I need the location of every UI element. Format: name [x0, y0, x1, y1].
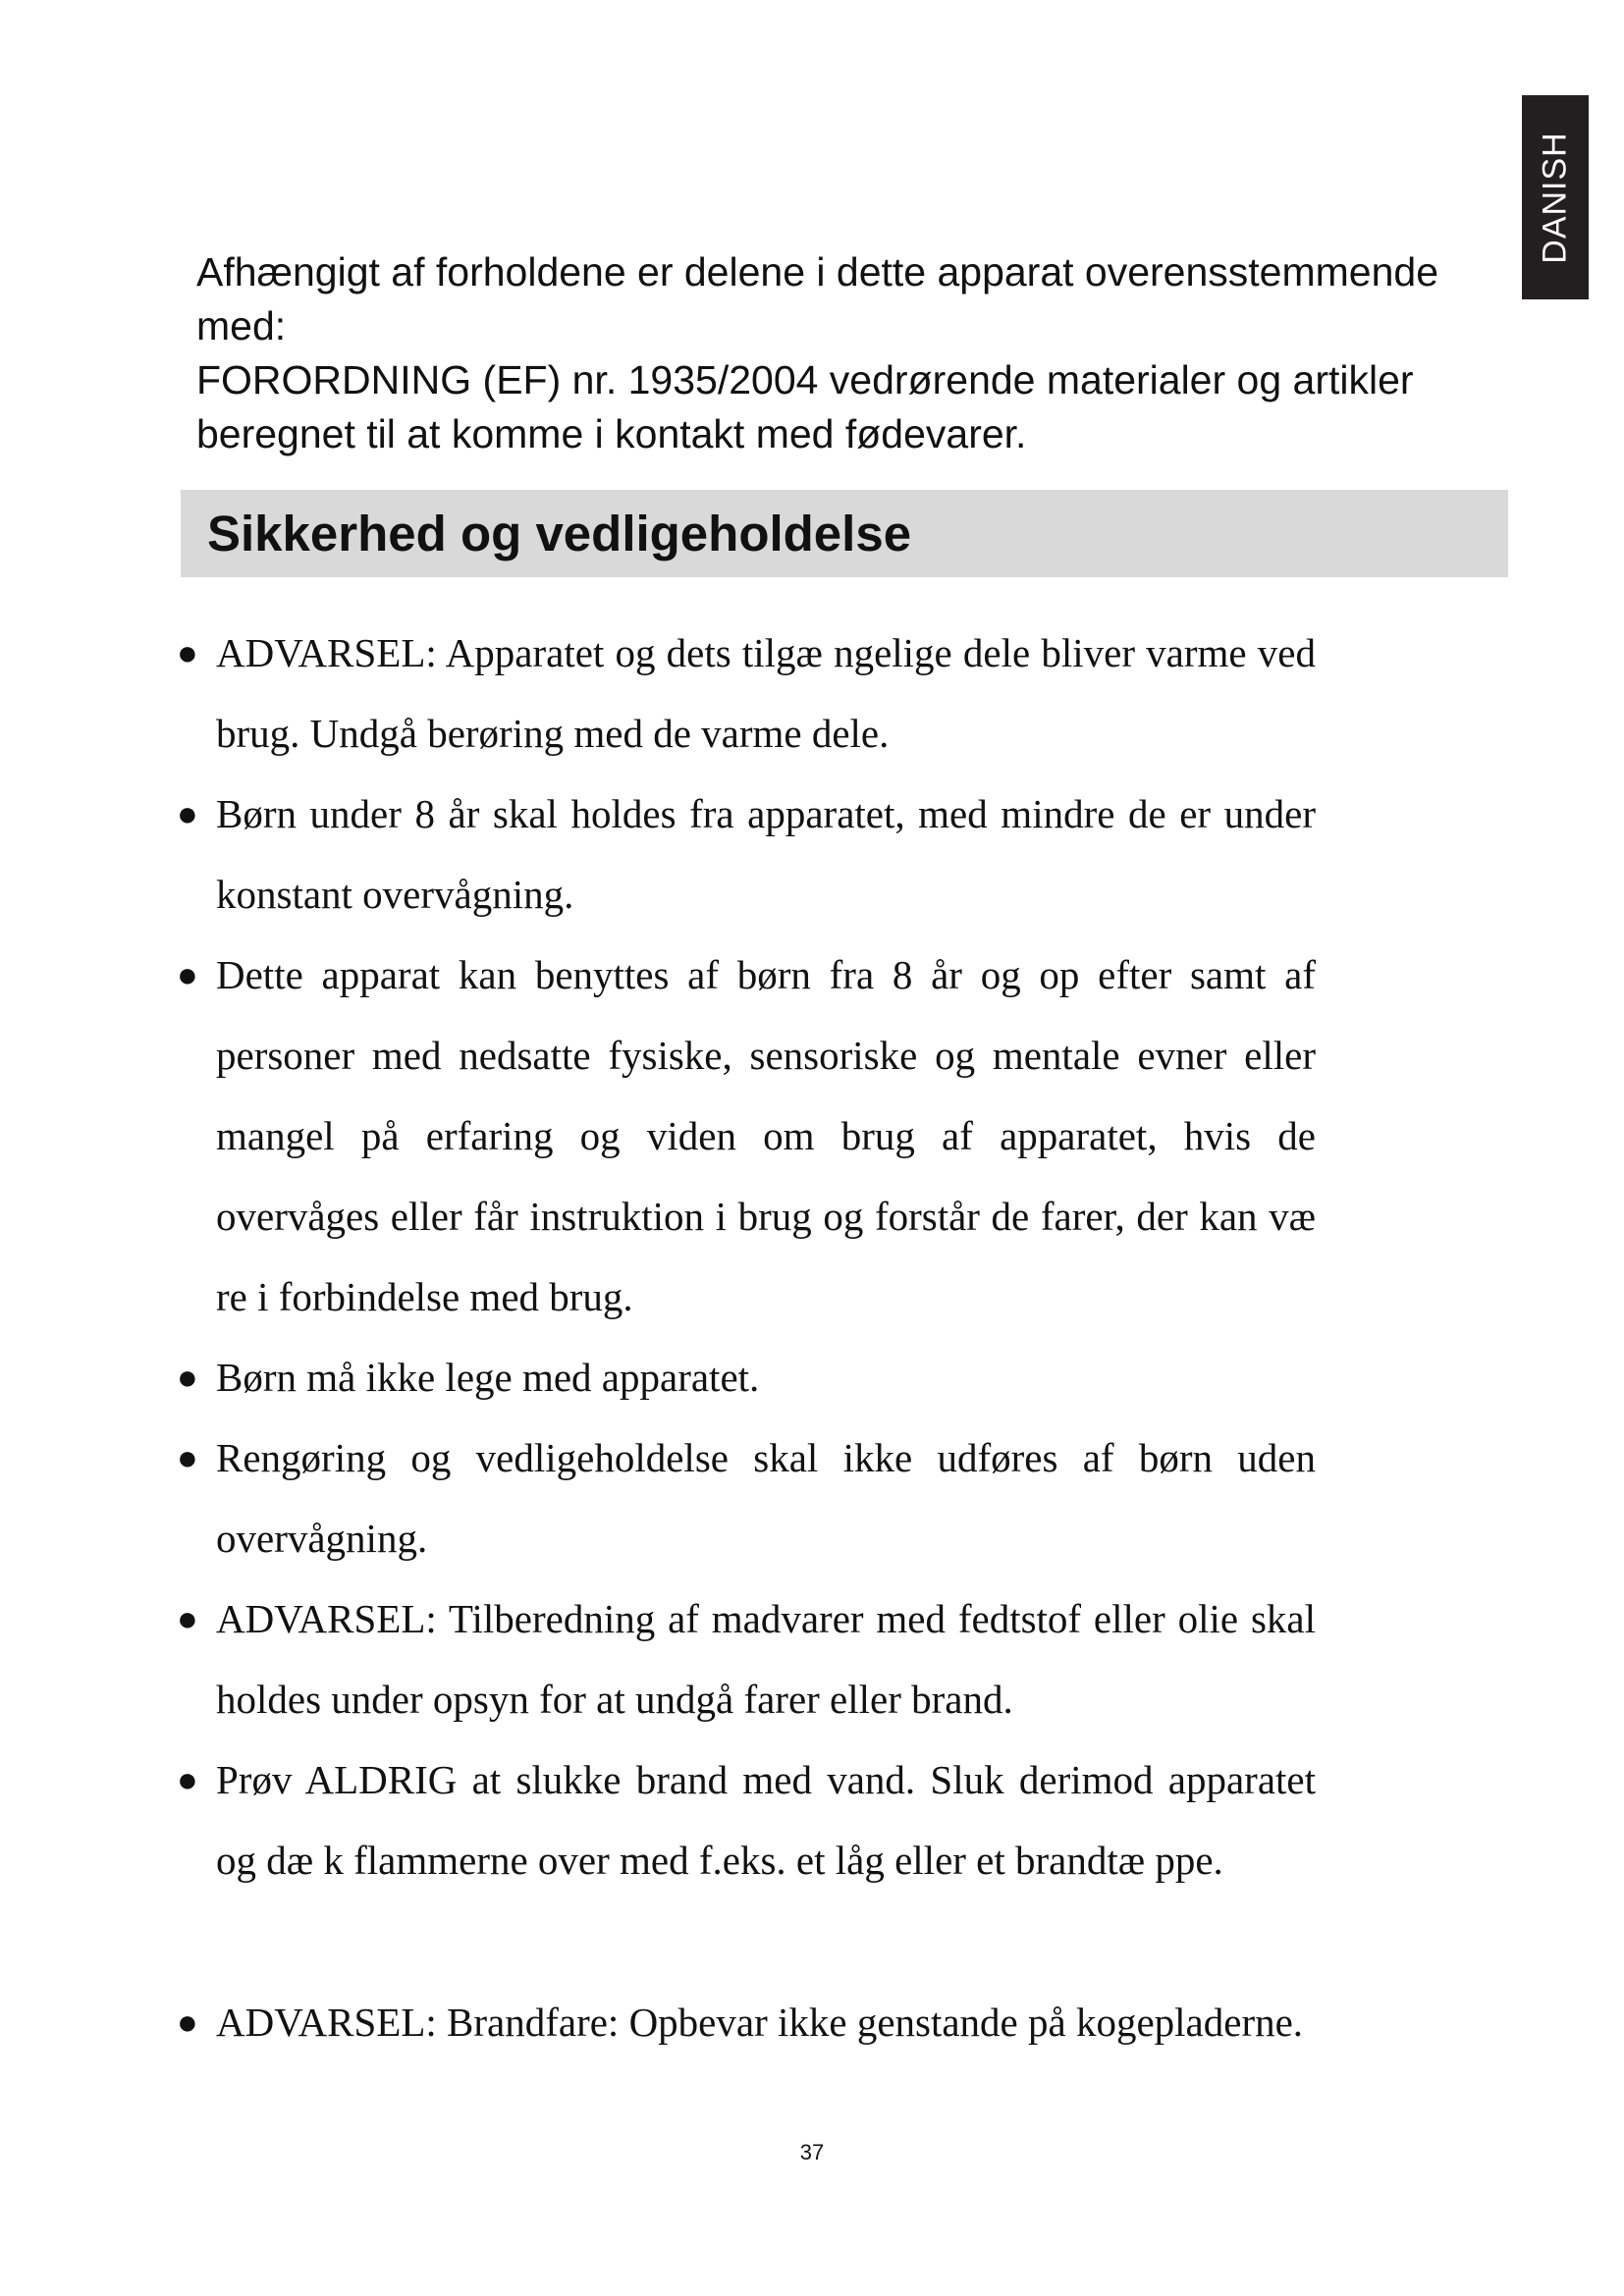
bullet-icon: ● [177, 1358, 198, 1397]
warning-text: ADVARSEL: Apparatet og dets tilgæ ngelige dele bliver varme ved brug. Undgå berøring med de varme dele. [216, 630, 1316, 756]
bullet-icon: ● [177, 633, 198, 672]
warning-text: Børn under 8 år skal holdes fra apparatet, med mindre de er under konstant overvågning. [216, 791, 1316, 917]
compliance-statement [196, 245, 1492, 461]
language-tab [1522, 95, 1589, 299]
warning-text: Rengøring og vedligeholdelse skal ikke udføres af børn uden overvågning. [216, 1435, 1316, 1561]
section-header [181, 490, 1508, 577]
bullet-icon: ● [177, 2002, 198, 2042]
bullet-icon: ● [177, 1438, 198, 1477]
warning-item [177, 1417, 1316, 1578]
bullet-icon: ● [177, 955, 198, 994]
warning-item [177, 613, 1316, 774]
compliance-line-1: Afhængigt af forholdene er delene i dette apparat overensstemmende med: [196, 249, 1438, 348]
warning-item [177, 1578, 1316, 1739]
section-title: Sikkerhed og vedligeholdelse [207, 506, 912, 561]
language-tab-label: DANISH [1536, 131, 1574, 264]
warning-item [177, 1337, 1316, 1417]
warning-text: Dette apparat kan benyttes af børn fra 8 år og op efter samt af personer med nedsatte fysiske, sensoriske og mentale evner eller mangel på erfaring og viden om brug af apparatet, hvis de overvåges eller får instruktion i brug og forstår de farer, der kan væ re i forbindelse med brug. [216, 952, 1316, 1319]
warning-item [177, 774, 1316, 934]
compliance-line-2: FORORDNING (EF) nr. 1935/2004 vedrørende materialer og artikler beregnet til at komme i kontakt med fødevarer. [196, 357, 1414, 456]
warning-item [177, 934, 1316, 1337]
bullet-icon: ● [177, 794, 198, 833]
bullet-icon: ● [177, 1760, 198, 1799]
warning-text: ADVARSEL: Tilberedning af madvarer med fedtstof eller olie skal holdes under opsyn for at undgå farer eller brand. [216, 1596, 1316, 1722]
warning-item [177, 1988, 1316, 2056]
warning-text: ADVARSEL: Brandfare: Opbevar ikke genstande på kogepladerne. [216, 2000, 1304, 2045]
warning-text: Prøv ALDRIG at slukke brand med vand. Sluk derimod apparatet og dæ k flammerne over med f.eks. et låg eller et brandtæ ppe. [216, 1757, 1316, 1883]
bullet-icon: ● [177, 1599, 198, 1638]
warning-item [177, 1739, 1316, 1900]
warning-text: Børn må ikke lege med apparatet. [216, 1355, 760, 1400]
page-number: 37 [799, 2140, 825, 2164]
